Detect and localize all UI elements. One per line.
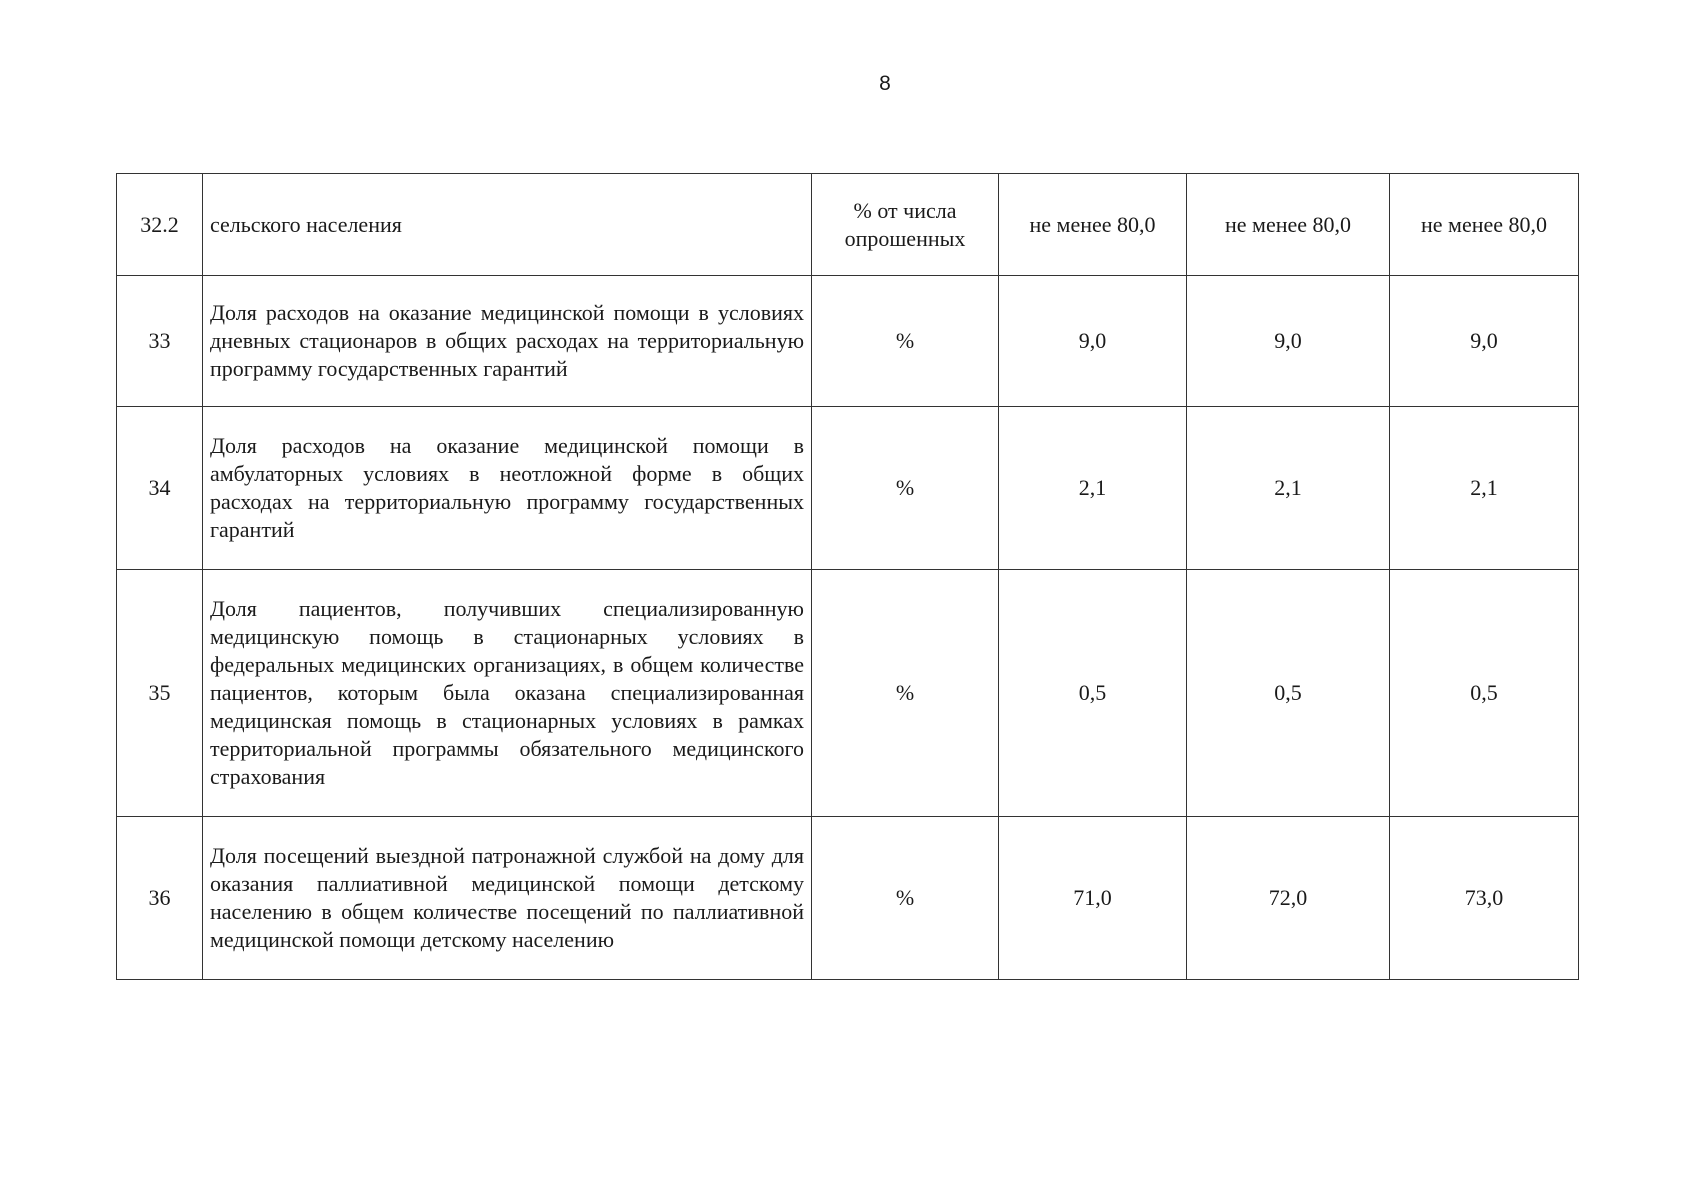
indicator-name <box>203 407 812 570</box>
value-year-1: 9,0 <box>999 276 1187 407</box>
indicators-table <box>116 173 1579 980</box>
unit-text: % <box>895 475 915 500</box>
unit-text: % <box>895 680 915 705</box>
value-year-1: 2,1 <box>999 407 1187 570</box>
value-year-2: 2,1 <box>1187 407 1390 570</box>
indicator-name <box>203 276 812 407</box>
unit-cell <box>812 570 999 817</box>
value-year-2: 9,0 <box>1187 276 1390 407</box>
unit-cell <box>812 276 999 407</box>
value-year-2: 0,5 <box>1187 570 1390 817</box>
value-year-1: 71,0 <box>999 817 1187 980</box>
indicator-name-text: Доля посещений выездной патронажной службой на дому для оказания паллиативной медицинской помощи детскому населению в общем количестве посещений по паллиативной медицинской помощи детскому населению <box>210 843 804 952</box>
table-row <box>117 276 1579 407</box>
unit-text: % <box>895 885 915 910</box>
row-number: 36 <box>117 817 203 980</box>
table-row <box>117 174 1579 276</box>
unit-text: % <box>895 328 915 353</box>
value-year-3: 9,0 <box>1390 276 1579 407</box>
unit-cell <box>812 407 999 570</box>
table-row <box>117 817 1579 980</box>
table-row <box>117 407 1579 570</box>
value-year-3: не менее 80,0 <box>1390 174 1579 276</box>
value-year-2: 72,0 <box>1187 817 1390 980</box>
value-year-3: 0,5 <box>1390 570 1579 817</box>
indicator-name <box>203 817 812 980</box>
page-number: 8 <box>879 72 891 95</box>
table-row <box>117 570 1579 817</box>
indicator-name-text: Доля расходов на оказание медицинской помощи в условиях дневных стационаров в общих расходах на территориальную программу государственных гарантий <box>210 300 804 381</box>
row-number: 33 <box>117 276 203 407</box>
indicator-name-text: сельского населения <box>210 211 402 237</box>
row-number: 35 <box>117 570 203 817</box>
value-year-3: 73,0 <box>1390 817 1579 980</box>
row-number: 34 <box>117 407 203 570</box>
value-year-2: не менее 80,0 <box>1187 174 1390 276</box>
indicator-name <box>203 570 812 817</box>
value-year-1: не менее 80,0 <box>999 174 1187 276</box>
unit-cell <box>812 817 999 980</box>
unit-cell <box>812 174 999 276</box>
indicator-name-text: Доля пациентов, получивших специализированную медицинскую помощь в стационарных условиях в федеральных медицинских организациях, в общем количестве пациентов, которым была оказана специализированная медицинская помощь в стационарных условиях в рамках территориальной программы обязательного медицинского страхования <box>210 596 804 789</box>
row-number: 32.2 <box>117 174 203 276</box>
indicator-name <box>203 174 812 276</box>
value-year-3: 2,1 <box>1390 407 1579 570</box>
value-year-1: 0,5 <box>999 570 1187 817</box>
indicator-name-text: Доля расходов на оказание медицинской помощи в амбулаторных условиях в неотложной форме в общих расходах на территориальную программу государственных гарантий <box>210 433 804 542</box>
unit-text: % от числа опрошенных <box>844 197 966 251</box>
